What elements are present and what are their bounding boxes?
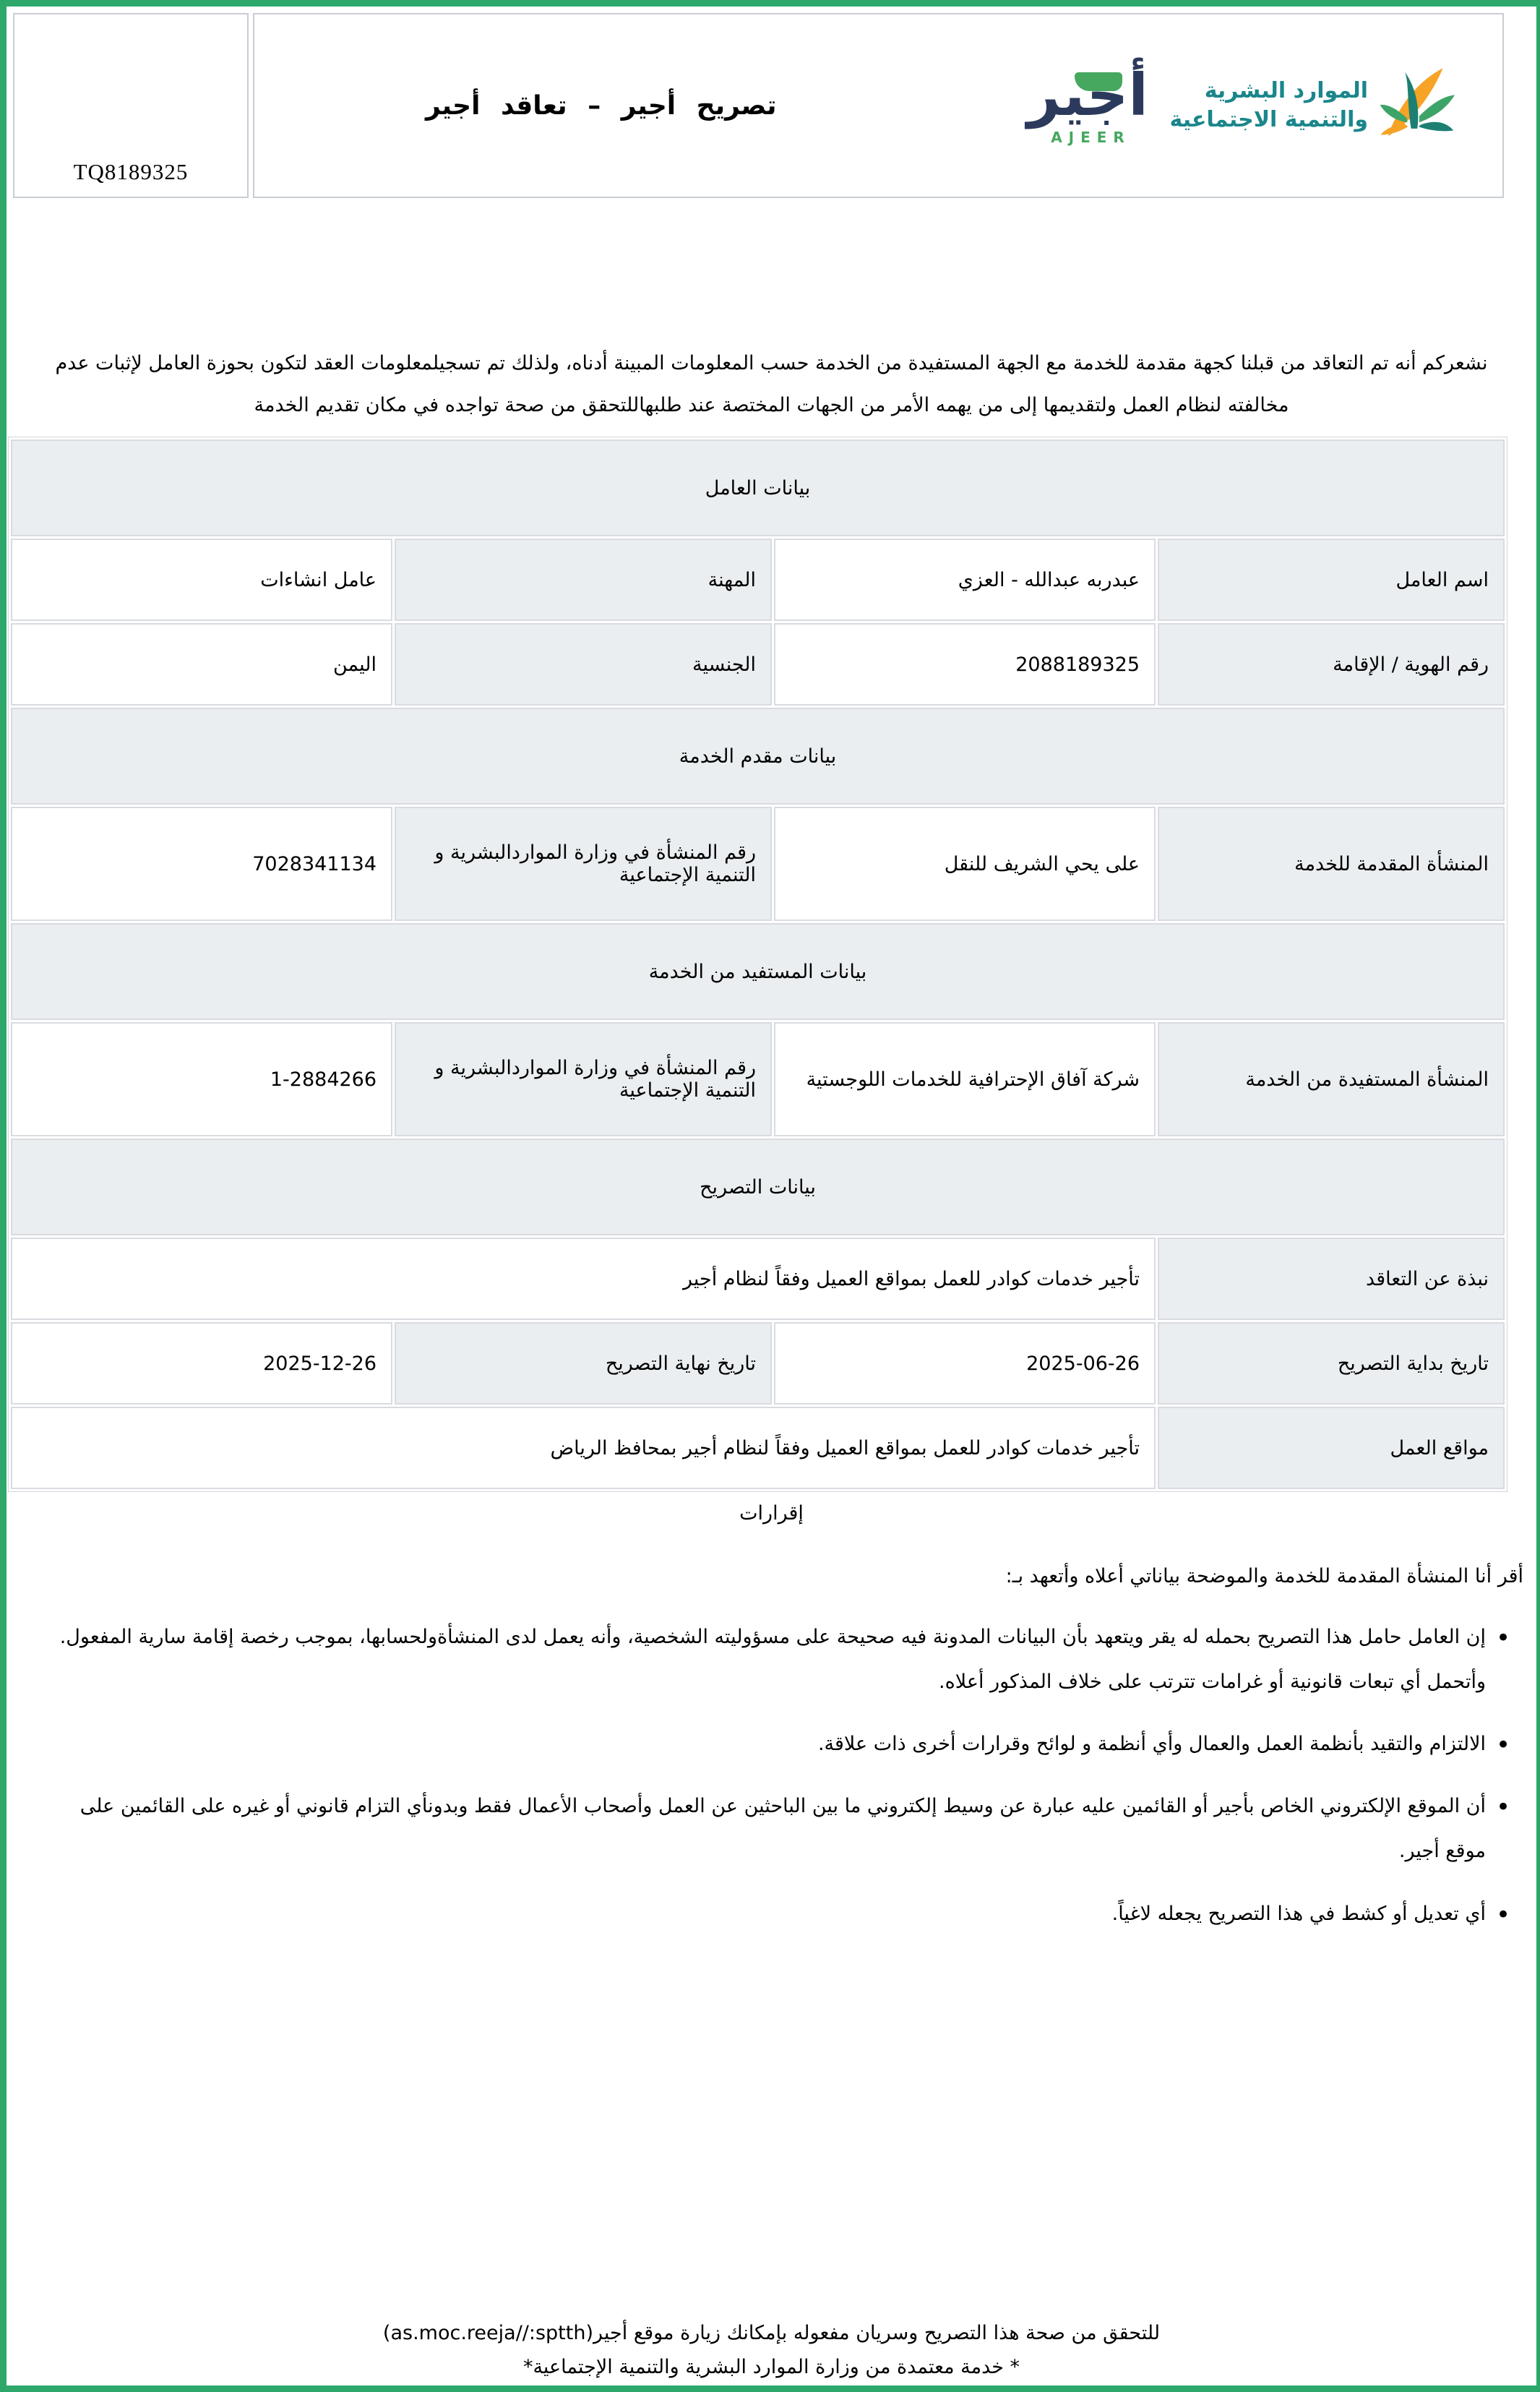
id-number-label: رقم الهوية / الإقامة [1158, 623, 1505, 706]
section-title-provider: بيانات مقدم الخدمة [11, 708, 1505, 805]
worker-name-label: اسم العامل [1158, 539, 1505, 621]
declarations-heading: إقرارات [739, 1502, 804, 1525]
permit-number-box [13, 13, 249, 198]
work-locations-value: تأجير خدمات كوادر للعمل بمواقع العميل وفقاً لنظام أجير بمحافظ الرياض [11, 1407, 1156, 1489]
id-number-value: 2088189325 [774, 623, 1156, 706]
declaration-item: • أي تعديل أو كشط في هذا التصريح يجعله لاغياً. [50, 1892, 1512, 1937]
provider-mol-number-label: رقم المنشأة في وزارة المواردالبشرية و التنمية الإجتماعية [395, 807, 772, 921]
declaration-item: • الالتزام والتقيد بأنظمة العمل والعمال وأي أنظمة و لوائح وقرارات أخرى ذات علاقة. [50, 1722, 1512, 1767]
table-row-work-locations [11, 1407, 1505, 1489]
table-row-worker-name [11, 539, 1505, 621]
ministry-logo-text [1170, 77, 1368, 134]
declaration-item: • أن الموقع الإلكتروني الخاص بأجير أو القائمين عليه عبارة عن وسيط إلكتروني ما بين الباحثين عن العمل وأصحاب الأعمال فقط وبدونأي التزام قانوني أو غيره على القائمين على موقع أجير. [50, 1784, 1512, 1874]
beneficiary-mol-number-label: رقم المنشأة في وزارة المواردالبشرية و التنمية الإجتماعية [395, 1022, 772, 1136]
intro-paragraph: نشعركم أنه تم التعاقد من قبلنا كجهة مقدمة للخدمة مع الجهة المستفيدة من الخدمة حسب المعلومات المبينة أدناه، ولذلك تم تسجيلمعلومات العقد لتكون بحوزة العامل لإثبات عدم مخالفته لنظام العمل ولتقديمها إلى من يهمه الأمر من الجهات المختصة عند طلبهاللتحقق من صحة تواجده في مكان تقديم الخدمة [55, 352, 1488, 417]
declaration-item: • إن العامل حامل هذا التصريح بحمله له يقر ويتعهد بأن البيانات المدونة فيه صحيحة على مسؤوليته الشخصية، وأنه يعمل لدى المنشأةولحسابها، بموجب رخصة إقامة سارية المفعول. وأتحمل أي تبعات قانونية أو غرامات تترتب على خلاف المذكور أعلاه. [50, 1615, 1512, 1705]
declarations-section [50, 1565, 1523, 1937]
permit-number: TQ8189325 [73, 159, 189, 184]
nationality-label: الجنسية [395, 623, 772, 706]
section-title-worker: بيانات العامل [11, 440, 1505, 536]
section-header-permit [11, 1139, 1505, 1235]
permit-start-date-value: 2025-06-26 [774, 1322, 1156, 1405]
permit-data-table [8, 437, 1507, 1492]
document-header [13, 13, 1504, 198]
worker-name-value: عبدربه عبدالله - العزي [774, 539, 1156, 621]
permit-start-date-label: تاريخ بداية التصريح [1158, 1322, 1505, 1405]
approved-service-note: * خدمة معتمدة من وزارة الموارد البشرية والتنمية الإجتماعية* [522, 2356, 1020, 2378]
section-title-permit: بيانات التصريح [11, 1139, 1505, 1235]
contract-about-value: تأجير خدمات كوادر للعمل بمواقع العميل وفقاً لنظام أجير [11, 1238, 1156, 1320]
section-title-beneficiary: بيانات المستفيد من الخدمة [11, 923, 1505, 1020]
table-row-provider [11, 807, 1505, 921]
beneficiary-mol-number-value: 1-2884266 [11, 1022, 392, 1136]
contract-about-label: نبذة عن التعاقد [1158, 1238, 1505, 1320]
ministry-logo-line1: الموارد البشرية [1204, 78, 1368, 104]
verification-note: للتحقق من صحة هذا التصريح وسريان مفعوله بإمكانك زيارة موقع أجير(as.moc.reeja//:sptth) [382, 2322, 1161, 2344]
declarations-intro: أقر أنا المنشأة المقدمة للخدمة والموضحة بياناتي أعلاه وأتعهد بـ: [1005, 1565, 1523, 1588]
section-header-beneficiary [11, 923, 1505, 1020]
title-box [253, 13, 1504, 198]
ajeer-logo [1025, 61, 1151, 146]
section-header-provider [11, 708, 1505, 805]
profession-value: عامل انشاءات [11, 539, 392, 621]
provider-mol-number-value: 7028341134 [11, 807, 392, 921]
declarations-list [50, 1615, 1523, 1937]
provider-establishment-label: المنشأة المقدمة للخدمة [1158, 807, 1505, 921]
ministry-logo [1170, 61, 1459, 150]
permit-end-date-label: تاريخ نهاية التصريح [395, 1322, 772, 1405]
table-row-contract-about [11, 1238, 1505, 1320]
beneficiary-establishment-label: المنشأة المستفيدة من الخدمة [1158, 1022, 1505, 1136]
title-area [283, 91, 1006, 121]
ajeer-logo-latin: AJEER [1051, 129, 1131, 146]
provider-establishment-value: على يحي الشريف للنقل [774, 807, 1156, 921]
permit-end-date-value: 2025-12-26 [11, 1322, 392, 1405]
table-row-worker-id [11, 623, 1505, 706]
table-row-permit-dates [11, 1322, 1505, 1405]
nationality-value: اليمن [11, 623, 392, 706]
ajeer-logo-arabic: أجير [1027, 61, 1148, 129]
profession-label: المهنة [395, 539, 772, 621]
hrsd-palm-emblem-icon [1378, 61, 1459, 150]
beneficiary-establishment-value: شركة آفاق الإحترافية للخدمات اللوجستية [774, 1022, 1156, 1136]
section-header-worker [11, 440, 1505, 536]
work-locations-label: مواقع العمل [1158, 1407, 1505, 1489]
ministry-logo-line2: والتنمية الاجتماعية [1169, 107, 1368, 132]
document-footer [7, 2322, 1536, 2378]
document-title: تصريح أجير – تعاقد أجير [426, 90, 777, 121]
table-row-beneficiary [11, 1022, 1505, 1136]
